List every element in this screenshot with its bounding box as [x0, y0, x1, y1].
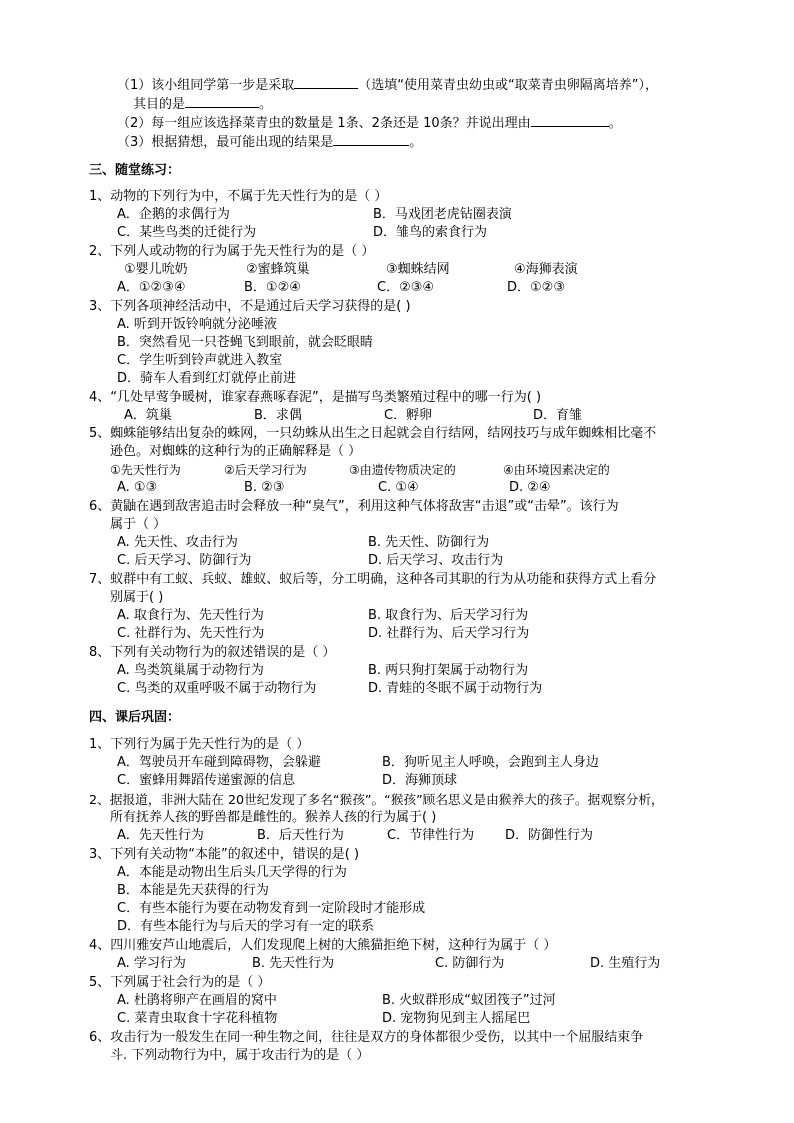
statement-4: ④由环境因素决定的	[503, 463, 610, 477]
statement-1: ①先天性行为	[110, 463, 181, 477]
statement-2: ②蜜蜂筑巢	[246, 262, 310, 277]
section-title: 四、课后巩固：	[89, 710, 181, 725]
question-stem-cont: 斗. 下列动物行为中，属于攻击行为的是（ ）	[110, 1048, 370, 1063]
option-c: C．学生听到铃声就进入教室	[117, 353, 283, 368]
statement-1: ①婴儿吮奶	[124, 262, 188, 277]
option-b: B. 两只狗打架属于动物行为	[368, 663, 529, 678]
option-a: A．①②③④	[117, 280, 186, 295]
option-c: C. 社群行为、先天性行为	[117, 626, 265, 641]
option-d: D. 社群行为、后天学习行为	[368, 626, 530, 641]
option-c: C．孵卵	[384, 408, 433, 423]
option-a: A．企鹅的求偶行为	[117, 207, 230, 222]
option-d: D．①②③	[507, 280, 565, 295]
option-b: B．后天性行为	[257, 828, 344, 843]
option-d: D．有些本能行为与后天的学习有一定的联系	[117, 919, 375, 934]
period: 。	[259, 97, 273, 112]
question-stem: 1、下列行为属于先天性行为的是（ ）	[89, 737, 310, 752]
option-c: C．节律性行为	[387, 828, 475, 843]
question-stem: 8、下列有关动物行为的叙述错误的是（ ）	[89, 645, 336, 660]
intro-q1-text: （1）该小组同学第一步是采取	[117, 78, 295, 93]
option-d: D. ②④	[509, 480, 551, 495]
option-a: A．筑巢	[124, 408, 172, 423]
option-b: B．狗听见主人呼唤，会跑到主人身边	[382, 755, 599, 770]
answer-blank[interactable]	[185, 95, 259, 108]
option-b: B．本能是先天获得的行为	[117, 883, 269, 898]
question-stem: 2、据报道，非洲大陆在 20世纪发现了多名“猴孩”。“猴孩”顾名思义是由猴养大的孩子。据观察分析，	[89, 792, 664, 807]
intro-q2-text: （2）每一组应该选择菜青虫的数量是 1条、2条还是 10条？并说出理由	[117, 116, 531, 131]
option-d: D．雏鸟的索食行为	[373, 225, 488, 240]
answer-blank[interactable]	[294, 76, 358, 89]
option-b: B．突然看见一只苍蝇飞到眼前，就会眨眼睛	[117, 335, 373, 350]
question-stem: 5、蜘蛛能够结出复杂的蛛网，一只幼蛛从出生之日起就会自行结网，结网技巧与成年蜘蛛相比毫不	[89, 426, 657, 441]
option-b: B. 先天性、防御行为	[368, 535, 490, 550]
question-stem: 3、下列有关动物“本能”的叙述中，错误的是( )	[89, 847, 360, 862]
option-a: A. 杜鹃将卵产在画眉的窝中	[117, 993, 277, 1008]
option-c: C. ①④	[378, 480, 419, 495]
option-b: B．①②④	[244, 280, 301, 295]
option-a: A. 学习行为	[117, 956, 186, 971]
intro-q1-options: （选填“使用菜青虫幼虫或“取菜青虫卵隔离培养”），	[358, 78, 658, 93]
statement-4: ④海狮表演	[514, 262, 578, 277]
question-stem: 4、“几处早莺争暖树，谁家春燕啄春泥”，是描写鸟类繁殖过程中的哪一行为( )	[89, 390, 542, 405]
option-c: C. 鸟类的双重呼吸不属于动物行为	[117, 681, 317, 696]
period: 。	[608, 116, 622, 131]
question-stem: 2、下列人或动物的行为属于先天性行为的是（ ）	[89, 244, 375, 259]
section-title: 三、随堂练习：	[89, 163, 181, 178]
option-b: B．马戏团老虎钻圈表演	[373, 207, 512, 222]
option-c: C. 菜青虫取食十字花科植物	[117, 1011, 278, 1026]
question-stem-cont: 所有抚养人孩的野兽都是雌性的。猴养人孩的行为属于( )	[110, 810, 437, 825]
option-d: D. 青蛙的冬眠不属于动物行为	[368, 681, 543, 696]
question-stem-cont: 别属于( )	[110, 590, 164, 605]
question-stem: 7、蚁群中有工蚁、兵蚁、雄蚁、蚁后等，分工明确，这种各司其职的行为从功能和获得方式上看分	[89, 572, 657, 587]
intro-q3-text: （3）根据猜想，最可能出现的结果是	[117, 135, 334, 150]
option-c: C．②③④	[377, 280, 435, 295]
statement-3: ③由遗传物质决定的	[349, 463, 456, 477]
option-b: B．求偶	[254, 408, 302, 423]
option-a: A. 鸟类筑巢属于动物行为	[117, 663, 264, 678]
question-stem: 6、攻击行为一般发生在同一种生物之间，往往是双方的身体都很少受伤，以其中一个屈服结束争	[89, 1030, 644, 1045]
intro-q1-purpose-line	[133, 95, 272, 114]
option-c: C. 后天学习、防御行为	[117, 553, 252, 568]
option-a: A．本能是动物出生后头几天学得的行为	[117, 865, 347, 880]
option-c: C. 防御行为	[435, 956, 505, 971]
question-stem-cont: 逊色。对蜘蛛的这种行为的正确解释是（ ）	[110, 444, 362, 459]
option-a: A. 先天性、攻击行为	[117, 535, 238, 550]
option-a: A．驾驶员开车碰到障碍物，会躲避	[117, 755, 321, 770]
option-d: D. 生殖行为	[590, 956, 661, 971]
answer-blank[interactable]	[531, 114, 609, 127]
intro-q2-line	[117, 114, 622, 133]
option-d: D．骑车人看到红灯就停止前进	[117, 371, 297, 386]
answer-blank[interactable]	[333, 133, 409, 146]
option-d: D．海狮顶球	[382, 773, 458, 788]
option-c: C．某些鸟类的迁徙行为	[117, 225, 257, 240]
option-c: C．蜜蜂用舞蹈传递蜜源的信息	[117, 773, 296, 788]
option-d: D．防御性行为	[505, 828, 594, 843]
option-a: A. 取食行为、先天性行为	[117, 608, 264, 623]
option-b: B. 先天性行为	[252, 956, 335, 971]
option-c: C．有些本能行为要在动物发育到一定阶段时才能形成	[117, 901, 426, 916]
option-b: B. 火蚁群形成“蚁团筏子”过河	[382, 993, 556, 1008]
intro-q3-line	[117, 133, 422, 152]
option-d: D. 后天学习、攻击行为	[368, 553, 504, 568]
question-stem: 3、下列各项神经活动中，不是通过后天学习获得的是( )	[89, 299, 411, 314]
option-b: B. 取食行为、后天学习行为	[368, 608, 529, 623]
intro-q1-purpose-text: 其目的是	[133, 97, 186, 112]
statement-3: ③蜘蛛结网	[386, 262, 450, 277]
option-a: A. ①③	[117, 480, 158, 495]
intro-q1-line	[117, 76, 658, 95]
option-b: B. ②③	[244, 480, 285, 495]
question-stem: 1、动物的下列行为中，不属于先天性行为的是（ ）	[89, 189, 388, 204]
option-d: D．育雏	[533, 408, 583, 423]
option-d: D. 宠物狗见到主人摇尾巴	[382, 1011, 531, 1026]
question-stem: 4、四川雅安芦山地震后，人们发现爬上树的大熊猫拒绝下树，这种行为属于（ ）	[89, 938, 557, 953]
question-stem: 5、下列属于社会行为的是（ ）	[89, 975, 271, 990]
question-stem-cont: 属于（ ）	[110, 517, 167, 532]
statement-2: ②后天学习行为	[224, 463, 307, 477]
period: 。	[409, 135, 423, 150]
option-a: A．先天性行为	[117, 828, 204, 843]
option-a: A. 听到开饭铃响就分泌唾液	[117, 317, 277, 332]
question-stem: 6、黄鼬在遇到敌害追击时会释放一种“臭气”，利用这种气体将敌害“击退”或“击晕”。该行为	[89, 499, 619, 514]
